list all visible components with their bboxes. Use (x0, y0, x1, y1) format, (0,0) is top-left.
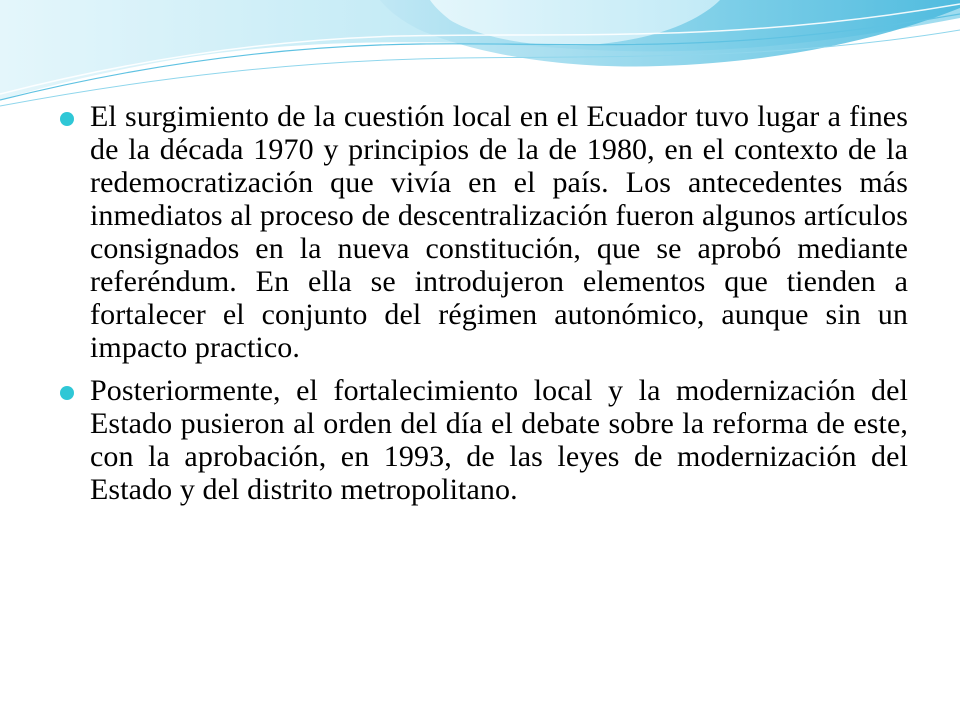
bullet-text: Posteriormente, el fortalecimiento local y la modernización del Estado pusieron al orden del día el debate sobre la reforma de este, con la aprobación, en 1993, de las leyes de modernización del Estado y del distrito metropolitano. (90, 374, 908, 506)
bullet-text: El surgimiento de la cuestión local en el Ecuador tuvo lugar a fines de la década 1970 y principios de la de 1980, en el contexto de la redemocratización que vivía en el país. Los antecedentes más inmediatos al proceso de descentralización fueron algunos artículos consignados en la nueva constitución, que se aprobó mediante referéndum. En ella se introdujeron elementos que tienden a fortalecer el conjunto del régimen autonómico, aunque sin un impacto practico. (90, 100, 908, 364)
bullet-item (60, 374, 908, 506)
bullet-icon (60, 112, 74, 126)
slide-content (60, 100, 908, 516)
bullet-item (60, 100, 908, 364)
bullet-icon (60, 386, 74, 400)
